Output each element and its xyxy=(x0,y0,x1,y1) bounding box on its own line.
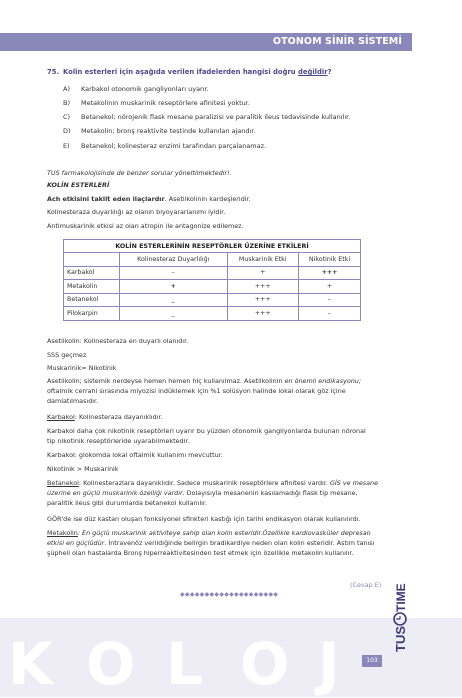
paragraph: oftalmik cerrahi sırasında miyozisi indüklemek için %1 solüsyon halinde lokal olarak göz içine xyxy=(47,387,346,395)
column-header: Kolinesteraz Duyarlılığı xyxy=(120,253,228,267)
dotted-divider: ◆◆◆◆◆◆◆◆◆◆◆◆◆◆◆◆◆◆◆◆ xyxy=(180,591,279,598)
paragraph: Asetilkolin; sistemik nerdeyse hemen hemen hiç kullanılmaz. Asetilkolinin en önemli endikasyonu; xyxy=(47,377,361,385)
table-cell: + xyxy=(299,280,361,294)
paragraph: Asetilkolin: Kolinesteraza en duyarlı olanıdır. xyxy=(47,337,189,345)
option-text: Betanekol; nörojenik flask mesane paralizisi ve paralitik ileus tedavisinde kullanılır. xyxy=(81,113,351,121)
column-header: Nikotinik Etki xyxy=(299,253,361,267)
table-row xyxy=(64,280,361,294)
table-cell: +++ xyxy=(227,307,299,321)
paragraph: Ach etkisini taklit eden ilaçlardır. Asetilkolinin kardeşleridir. xyxy=(47,195,251,203)
table-cell: + xyxy=(227,266,299,280)
paragraph: şüpheli olan hastalarda Bronş hiperreaktivitesinden test etmek için özellikle metakolin kullanılır. xyxy=(47,549,354,557)
option-letter: B) xyxy=(63,99,70,107)
option-text: Metakolin; bronş reaktivite testinde kullanılan ajandır. xyxy=(81,127,256,135)
page-number: 103 xyxy=(362,655,382,667)
option-text: Karbakol otonomik gangliyonları uyarır. xyxy=(81,85,209,93)
paragraph: Kolinesteraza duyarlılığı az olanın biyoyararlanımı iyidir. xyxy=(47,208,226,216)
table-row xyxy=(64,266,361,280)
option-text: Metakolinin muskarinik reseptörlere afinitesi yoktur. xyxy=(81,99,250,107)
table-cell: +++ xyxy=(299,266,361,280)
option-letter: E) xyxy=(63,142,70,150)
question-number: 75. xyxy=(47,68,60,76)
svg-text:TUS: TUS xyxy=(393,626,408,652)
table-cell: +++ xyxy=(227,280,299,294)
svg-text:TIME: TIME xyxy=(394,583,408,612)
option-text: Betanekol; kolinesteraz enzimi tarafından parçalanamaz. xyxy=(81,142,267,150)
table-title: KOLİN ESTERLERİNİN RESEPTÖRLER ÜZERİNE ETKİLERİ xyxy=(64,240,361,253)
paragraph: Antimuskarinik etkisi az olan atropin ile antagonize edilemez. xyxy=(47,222,244,230)
option-letter: D) xyxy=(63,127,71,135)
tustime-logo xyxy=(388,578,418,658)
paragraph: etkisi en güçlüdür. İntravenöz verildiğinde belirgin bradikardiye neden olan kolin esteridir. Astım tanısı xyxy=(47,539,375,547)
option-letter: A) xyxy=(63,85,70,93)
row-header: Betanekol xyxy=(64,293,120,307)
paragraph: Betanekol: Kolinesterazlara dayanıklıdır. Sadece muskarinik reseptörlere afinitesi vardır. GİS ve mesane xyxy=(47,479,379,487)
receptor-effects-table xyxy=(63,239,361,321)
row-header: Pilokarpin xyxy=(64,307,120,321)
paragraph: üzerine en güçlü muskarinik özelliği vardır. Dolayısıyla mesanenin kasılamadığı flask tip mesane, xyxy=(47,489,358,497)
paragraph: Karbakol daha çok nikotinik reseptörleri uyarır bu yüzden otonomik gangliyonlarda bulunan nöronal xyxy=(47,427,366,435)
table-row xyxy=(64,307,361,321)
explanation-heading: KOLİN ESTERLERİ xyxy=(47,181,110,189)
paragraph: Karbakol: Kolinesteraza dayanıklıdır. xyxy=(47,413,163,421)
table-cell: +++ xyxy=(227,293,299,307)
question-text: Kolin esterleri için aşağıda verilen ifadelerden hangisi doğru değildir? xyxy=(63,68,332,76)
watermark-letter: J xyxy=(318,630,340,698)
paragraph: Karbakol: glokomda lokal oftalmik kullanımı mevcuttur. xyxy=(47,451,223,459)
table-cell: – xyxy=(299,307,361,321)
logo-icon xyxy=(388,578,418,658)
table-cell: _ xyxy=(120,307,228,321)
paragraph: Nikotinik > Muskarinik xyxy=(47,465,119,473)
answer-label: (Cevap E) xyxy=(350,581,382,589)
paragraph: Muskarinik= Nikotinik xyxy=(47,364,117,372)
paragraph: paralitik ileus gibi durumlarda betanekol kullanılır. xyxy=(47,499,207,507)
table-row xyxy=(64,293,361,307)
paragraph: GÖR'de ise düz kastan oluşan fonksiyonel sfinkteri kastığı için tarihi endikasyon olarak kullanılırdı. xyxy=(47,515,361,523)
paragraph: Metakolin: En güçlü muskarinik aktiviteye sahip olan kolin esteridir.Özellikle kardiovasküler depresan xyxy=(47,529,371,537)
table-cell: + xyxy=(120,280,228,294)
column-header: Muskarinik Etki xyxy=(227,253,299,267)
paragraph: SSS geçmez xyxy=(47,351,87,359)
row-header: Metakolin xyxy=(64,280,120,294)
option-letter: C) xyxy=(63,113,71,121)
watermark-letter: L xyxy=(166,630,203,698)
section-title: OTONOM SİNİR SİSTEMİ xyxy=(272,36,402,47)
watermark-letter: K xyxy=(8,630,53,698)
row-header: Karbakol xyxy=(64,266,120,280)
watermark-letter: O xyxy=(86,630,136,698)
watermark-letter: O xyxy=(240,630,290,698)
table-cell: – xyxy=(120,266,228,280)
paragraph: damlatılmasıdır. xyxy=(47,397,99,405)
note-text: TUS farmakolojisinde de benzer sorular yöneltilmektedir!. xyxy=(47,169,232,177)
table-cell: – xyxy=(299,293,361,307)
paragraph: tip nikotinik reseptörleride uyarabilmektedir. xyxy=(47,437,190,445)
table-cell: _ xyxy=(120,293,228,307)
table-corner xyxy=(64,253,120,267)
